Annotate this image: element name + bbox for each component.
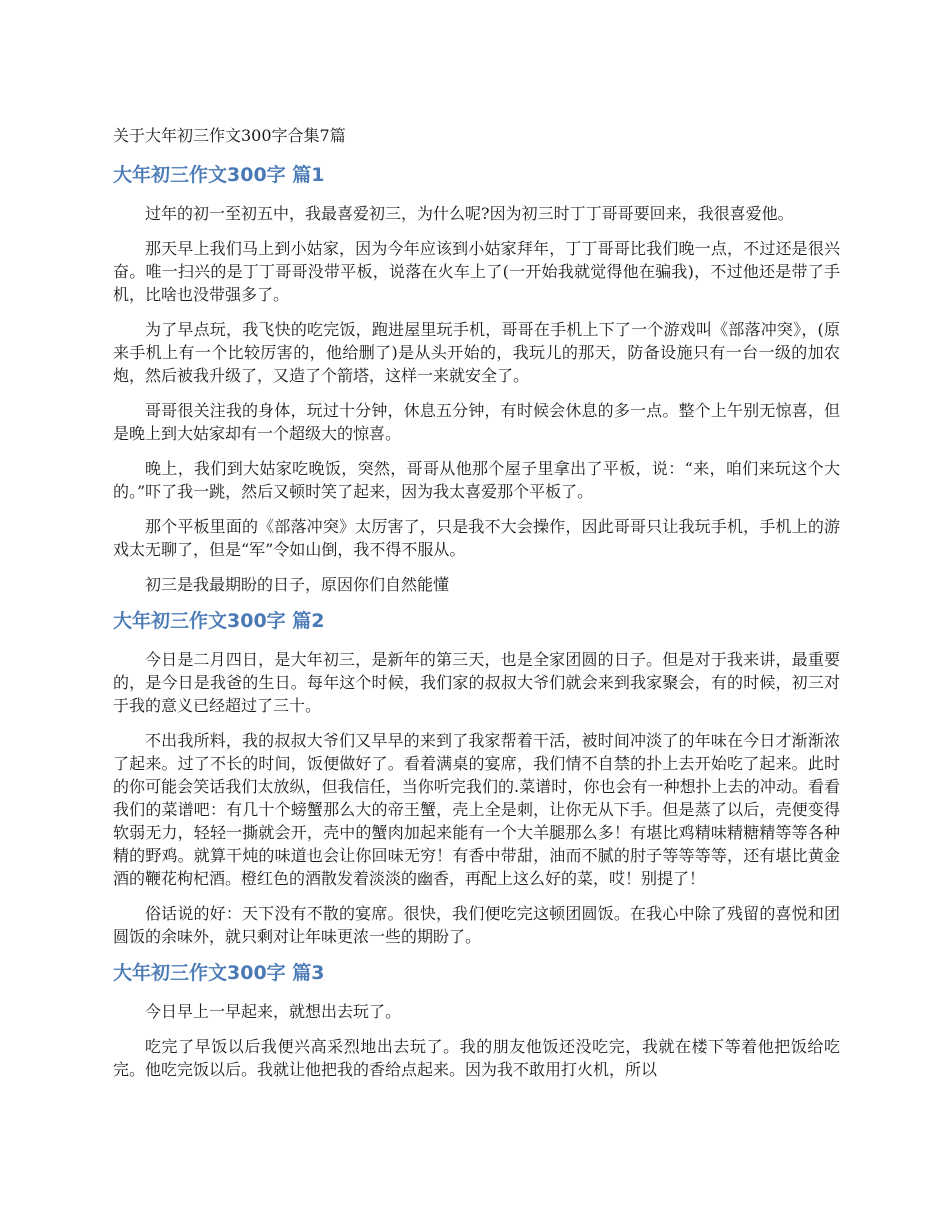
paragraph: 晚上，我们到大姑家吃晚饭，突然，哥哥从他那个屋子里拿出了平板，说：“来，咱们来玩这个大的。”吓了我一跳，然后又顿时笑了起来，因为我太喜爱那个平板了。 [113,459,840,501]
document-page [113,124,840,1093]
paragraph: 为了早点玩，我飞快的吃完饭，跑进屋里玩手机，哥哥在手机上下了一个游戏叫《部落冲突》，(原来手机上有一个比较厉害的，他给删了)是从头开始的，我玩儿的那天，防备设施只有一台一级的加农炮，然后被我升级了，又造了个箭塔，这样一来就安全了。 [113,320,840,385]
essay-section-3 [113,960,840,1081]
paragraph: 吃完了早饭以后我便兴高采烈地出去玩了。我的朋友他饭还没吃完，我就在楼下等着他把饭给吃完。他吃完饭以后。我就让他把我的香给点起来。因为我不敢用打火机，所以 [113,1037,840,1079]
paragraph: 不出我所料，我的叔叔大爷们又早早的来到了我家帮着干活，被时间冲淡了的年味在今日才渐渐浓了起来。过了不长的时间，饭便做好了。看着满桌的宴席，我们情不自禁的扑上去开始吃了起来。此时的你可能会笑话我们太放纵，但我信任，当你听完我们的.菜谱时，你也会有一种想扑上去的冲动。看看我们的菜谱吧：有几十个螃蟹那么大的帝王蟹，壳上全是刺，让你无从下手。但是蒸了以后，壳便变得软弱无力，轻轻一撕就会开，壳中的蟹肉加起来能有一个大羊腿那么多！有堪比鸡精味精糖精等等各种精的野鸡。就算干炖的味道也会让你回味无穷！有香中带甜，油而不腻的肘子等等等等，还有堪比黄金酒的鞭花枸杞酒。橙红色的酒散发着淡淡的幽香，再配上这么好的菜，哎！别提了！ [113,731,840,888]
section-heading: 大年初三作文300字 篇3 [113,962,325,984]
essay-section-1 [113,162,840,596]
document-title: 关于大年初三作文300字合集7篇 [113,126,346,145]
section-heading: 大年初三作文300字 篇2 [113,610,325,632]
paragraph: 那天早上我们马上到小姑家，因为今年应该到小姑家拜年，丁丁哥哥比我们晚一点，不过还是很兴奋。唯一扫兴的是丁丁哥哥没带平板，说落在火车上了(一开始我就觉得他在骗我)，不过他还是带了手机，比啥也没带强多了。 [113,239,840,304]
paragraph: 俗话说的好：天下没有不散的宴席。很快，我们便吃完这顿团圆饭。在我心中除了残留的喜悦和团圆饭的余味外，就只剩对让年味更浓一些的期盼了。 [113,904,840,946]
paragraph: 过年的初一至初五中，我最喜爱初三，为什么呢?因为初三时丁丁哥哥要回来，我很喜爱他。 [145,204,794,223]
paragraph: 初三是我最期盼的日子，原因你们自然能懂 [145,575,450,594]
essay-section-2 [113,608,840,948]
paragraph: 那个平板里面的《部落冲突》太厉害了，只是我不大会操作，因此哥哥只让我玩手机，手机上的游戏太无聊了，但是“军”令如山倒，我不得不服从。 [113,517,840,559]
paragraph: 哥哥很关注我的身体，玩过十分钟，休息五分钟，有时候会休息的多一点。整个上午别无惊喜，但是晚上到大姑家却有一个超级大的惊喜。 [113,401,840,443]
paragraph: 今日是二月四日，是大年初三，是新年的第三天，也是全家团圆的日子。但是对于我来讲，最重要的，是今日是我爸的生日。每年这个时候，我们家的叔叔大爷们就会来到我家聚会，有的时候，初三对于我的意义已经超过了三十。 [113,650,840,715]
paragraph: 今日早上一早起来，就想出去玩了。 [145,1002,402,1021]
section-heading: 大年初三作文300字 篇1 [113,164,325,186]
